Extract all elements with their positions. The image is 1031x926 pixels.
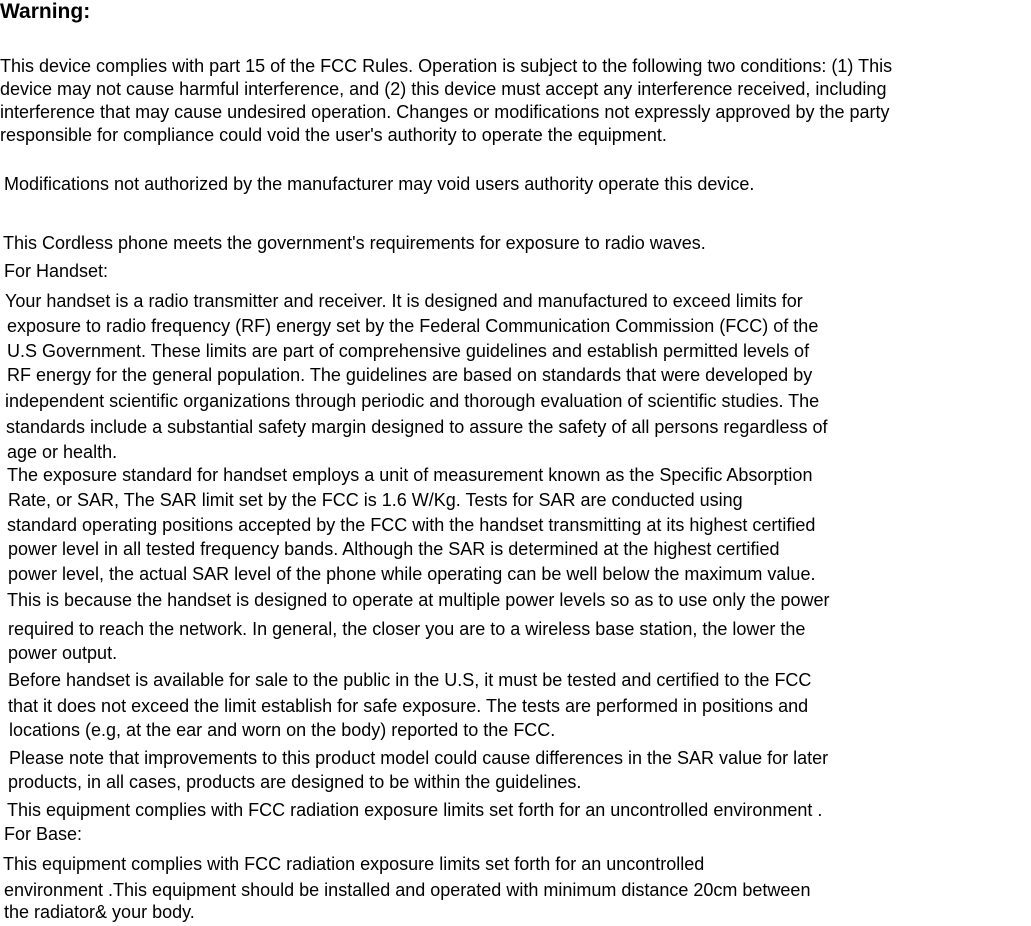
handset-text-line: The exposure standard for handset employs a unit of measurement known as the Specific Absorption: [7, 465, 813, 485]
handset-text-line: This equipment complies with FCC radiation exposure limits set forth for an uncontrolled environment .: [7, 800, 823, 820]
base-text-line: environment .This equipment should be installed and operated with minimum distance 20cm between: [4, 880, 811, 900]
handset-text-line: locations (e.g, at the ear and worn on the body) reported to the FCC.: [9, 720, 556, 740]
handset-text-line: exposure to radio frequency (RF) energy set by the Federal Communication Commission (FCC) of the: [7, 316, 819, 336]
fcc-notice-line: responsible for compliance could void the user's authority to operate the equipment.: [0, 125, 667, 145]
handset-text-line: age or health.: [7, 442, 118, 462]
handset-text-line: Your handset is a radio transmitter and receiver. It is designed and manufactured to exceed limits for: [5, 291, 803, 311]
modification-notice: Modifications not authorized by the manufacturer may void users authority operate this device.: [4, 174, 755, 194]
fcc-notice-line: This device complies with part 15 of the FCC Rules. Operation is subject to the following two conditions: (1) This: [0, 56, 893, 76]
handset-text-line: required to reach the network. In general, the closer you are to a wireless base station, the lower the: [8, 619, 806, 639]
handset-text-line: power level in all tested frequency bands. Although the SAR is determined at the highest certified: [8, 539, 780, 559]
handset-text-line: Before handset is available for sale to the public in the U.S, it must be tested and certified to the FCC: [8, 670, 812, 690]
handset-text-line: that it does not exceed the limit establish for safe exposure. The tests are performed in positions and: [8, 696, 809, 716]
base-text-line: the radiator& your body.: [4, 902, 195, 922]
fcc-notice-line: device may not cause harmful interference, and (2) this device must accept any interference received, including: [0, 79, 887, 99]
rf-intro: This Cordless phone meets the government's requirements for exposure to radio waves.: [3, 233, 706, 253]
handset-text-line: Please note that improvements to this product model could cause differences in the SAR value for later: [9, 748, 829, 768]
base-heading: For Base:: [4, 824, 83, 844]
handset-text-line: This is because the handset is designed to operate at multiple power levels so as to use only the power: [7, 590, 830, 610]
handset-text-line: power level, the actual SAR level of the phone while operating can be well below the maximum value.: [8, 564, 816, 584]
handset-text-line: standards include a substantial safety margin designed to assure the safety of all persons regardless of: [6, 417, 828, 437]
handset-heading: For Handset:: [4, 261, 109, 281]
handset-text-line: power output.: [8, 643, 118, 663]
handset-text-line: RF energy for the general population. The guidelines are based on standards that were developed by: [7, 365, 813, 385]
handset-text-line: Rate, or SAR, The SAR limit set by the FCC is 1.6 W/Kg. Tests for SAR are conducted using: [8, 490, 743, 510]
handset-text-line: products, in all cases, products are designed to be within the guidelines.: [8, 772, 582, 792]
handset-text-line: standard operating positions accepted by the FCC with the handset transmitting at its highest certified: [7, 515, 816, 535]
base-text-line: This equipment complies with FCC radiation exposure limits set forth for an uncontrolled: [3, 854, 705, 874]
page-title: Warning:: [0, 0, 91, 23]
handset-text-line: U.S Government. These limits are part of comprehensive guidelines and establish permitted levels of: [7, 341, 810, 361]
handset-text-line: independent scientific organizations through periodic and thorough evaluation of scientific studies. The: [5, 391, 820, 411]
fcc-notice-line: interference that may cause undesired operation. Changes or modifications not expressly approved by the party: [0, 102, 890, 122]
